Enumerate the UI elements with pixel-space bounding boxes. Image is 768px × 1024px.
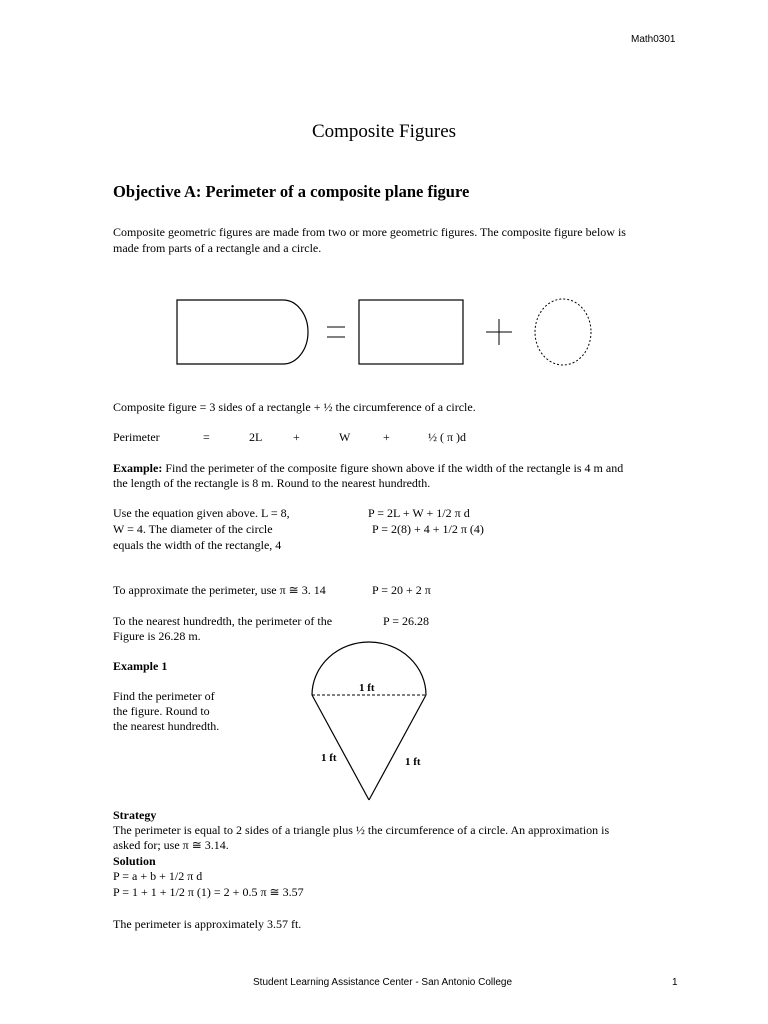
- example1-line-2: the figure. Round to: [113, 704, 210, 718]
- work-left-2: W = 4. The diameter of the circle: [113, 522, 273, 536]
- course-code: Math0301: [631, 34, 676, 45]
- intro-line-1: Composite geometric figures are made from two or more geometric figures. The composite figure below is: [113, 225, 626, 239]
- composite-description: Composite figure = 3 sides of a rectangle + ½ the circumference of a circle.: [113, 400, 476, 414]
- example-label: Example:: [113, 461, 163, 475]
- triangle-right-side: [369, 695, 426, 800]
- perimeter-label: Perimeter: [113, 430, 160, 444]
- intro-line-2: made from parts of a rectangle and a circle.: [113, 241, 322, 255]
- round-left-1: To the nearest hundredth, the perimeter of the: [113, 614, 333, 628]
- perimeter-equals: =: [203, 430, 210, 444]
- composite-shape: [177, 300, 308, 364]
- work-right-1: P = 2L + W + 1/2 π d: [368, 506, 470, 520]
- work-right-2: P = 2(8) + 4 + 1/2 π (4): [372, 522, 484, 536]
- example1-heading: Example 1: [113, 659, 168, 673]
- perimeter-term-w: W: [339, 430, 351, 444]
- example-line-2: the length of the rectangle is 8 m. Round to the nearest hundredth.: [113, 476, 431, 490]
- solution-conclusion: The perimeter is approximately 3.57 ft.: [113, 917, 302, 931]
- example-line-1: [113, 460, 623, 476]
- strategy-line-1: The perimeter is equal to 2 sides of a triangle plus ½ the circumference of a circle. An approximation is: [113, 823, 610, 837]
- triangle-left-side: [312, 695, 369, 800]
- approx-left: To approximate the perimeter, use π ≅ 3. 14: [113, 583, 326, 597]
- solution-line-2: P = 1 + 1 + 1/2 π (1) = 2 + 0.5 π ≅ 3.57: [113, 885, 304, 899]
- perimeter-plus-2: +: [383, 430, 390, 444]
- example1-line-1: Find the perimeter of: [113, 689, 215, 703]
- rectangle-shape: [359, 300, 463, 364]
- ice-cream-cone-figure: [300, 636, 460, 806]
- label-left-side: 1 ft: [321, 752, 337, 764]
- dashed-circle-shape: [535, 299, 591, 365]
- page-title: Composite Figures: [311, 121, 457, 142]
- footer-center: Student Learning Assistance Center - San Antonio College: [253, 977, 513, 988]
- example-text-1: Find the perimeter of the composite figure shown above if the width of the rectangle is 4 m and: [162, 461, 624, 475]
- perimeter-term-2l: 2L: [249, 430, 263, 444]
- example1-line-3: the nearest hundredth.: [113, 719, 220, 733]
- label-diameter: 1 ft: [359, 682, 375, 694]
- perimeter-term-half-pi-d: ½ ( π )d: [428, 430, 467, 444]
- approx-right: P = 20 + 2 π: [372, 583, 431, 597]
- round-right: P = 26.28: [383, 614, 429, 628]
- composite-figure-diagram: [0, 292, 768, 382]
- page-number: 1: [672, 977, 678, 988]
- solution-heading: Solution: [113, 854, 156, 868]
- strategy-heading: Strategy: [113, 808, 157, 822]
- round-left-2: Figure is 26.28 m.: [113, 629, 201, 643]
- perimeter-plus-1: +: [293, 430, 300, 444]
- solution-line-1: P = a + b + 1/2 π d: [113, 869, 203, 883]
- work-left-1: Use the equation given above. L = 8,: [113, 506, 290, 520]
- strategy-line-2: asked for; use π ≅ 3.14.: [113, 838, 229, 852]
- label-right-side: 1 ft: [405, 756, 421, 768]
- objective-heading: Objective A: Perimeter of a composite plane figure: [113, 182, 470, 201]
- work-left-3: equals the width of the rectangle, 4: [113, 538, 282, 552]
